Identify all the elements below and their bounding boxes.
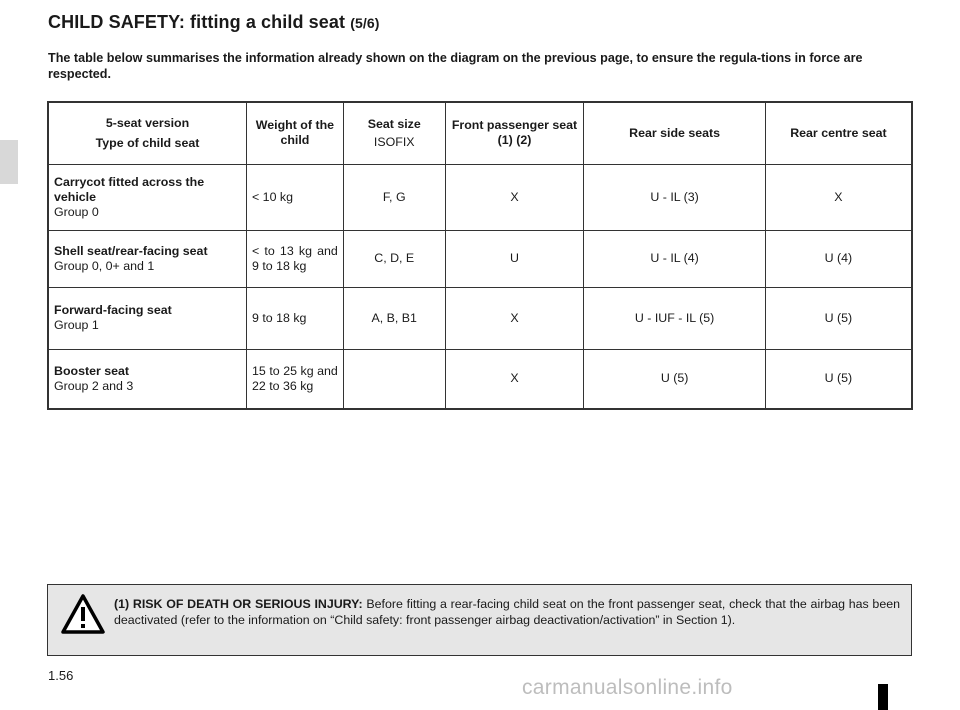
weight-cell: < to 13 kg and 9 to 18 kg <box>247 230 344 287</box>
watermark: carmanualsonline.info <box>522 676 733 699</box>
front-passenger-cell: X <box>445 164 584 230</box>
table-row <box>48 349 912 409</box>
seat-size-cell: F, G <box>343 164 445 230</box>
warning-text <box>114 596 900 628</box>
table-row <box>48 287 912 349</box>
seat-type-group: Group 0, 0+ and 1 <box>54 258 155 273</box>
seat-type-cell <box>48 349 247 409</box>
corner-mark <box>878 684 888 710</box>
table-row <box>48 230 912 287</box>
seat-type-group: Group 2 and 3 <box>54 378 134 393</box>
header-front-passenger: Front passenger seat (1) (2) <box>445 102 584 164</box>
rear-centre-cell: U (5) <box>765 349 912 409</box>
seat-type-name: Carrycot fitted across the vehicle <box>54 174 205 204</box>
header-version-label: 5-seat version <box>105 115 190 130</box>
rear-side-cell: U - IL (3) <box>584 164 765 230</box>
title-part: (5/6) <box>350 15 380 31</box>
rear-side-cell: U (5) <box>584 349 765 409</box>
header-weight: Weight of the child <box>247 102 344 164</box>
weight-cell: < 10 kg <box>247 164 344 230</box>
seat-size-cell <box>343 349 445 409</box>
front-passenger-cell: X <box>445 287 584 349</box>
front-passenger-cell: U <box>445 230 584 287</box>
page-title <box>48 12 379 33</box>
rear-centre-cell: U (4) <box>765 230 912 287</box>
seat-size-cell: C, D, E <box>343 230 445 287</box>
title-text: CHILD SAFETY: fitting a child seat <box>48 12 346 32</box>
header-seat-size-label: Seat size <box>367 116 421 131</box>
intro-paragraph: The table below summarises the information already shown on the diagram on the previous page, to ensure the regula-tions in force are respected. <box>48 51 863 81</box>
seat-type-cell <box>48 164 247 230</box>
seat-type-name: Shell seat/rear-facing seat <box>54 243 208 258</box>
child-seat-table <box>47 101 913 410</box>
warning-triangle-icon <box>60 593 106 635</box>
rear-centre-cell: X <box>765 164 912 230</box>
header-isofix-label: ISOFIX <box>373 134 415 149</box>
seat-type-name: Forward-facing seat <box>54 303 172 317</box>
weight-cell: 9 to 18 kg <box>247 287 344 349</box>
seat-type-group: Group 0 <box>54 204 99 219</box>
seat-type-name: Booster seat <box>54 363 130 378</box>
header-type-label: Type of child seat <box>95 135 200 150</box>
front-passenger-cell: X <box>445 349 584 409</box>
seat-type-group: Group 1 <box>54 318 99 332</box>
seat-size-cell: A, B, B1 <box>343 287 445 349</box>
rear-side-cell: U - IL (4) <box>584 230 765 287</box>
header-rear-side: Rear side seats <box>584 102 765 164</box>
rear-side-cell: U - IUF - IL (5) <box>584 287 765 349</box>
table-row <box>48 164 912 230</box>
warning-body-text: Before fitting a rear-facing child seat on the front passenger seat, check that the airbag has been deactivated (refer to the information on “Child safety: front passenger airbag deactivation/activation” in Section 1). <box>114 597 900 627</box>
seat-type-cell <box>48 230 247 287</box>
warning-bold-text: (1) RISK OF DEATH OR SERIOUS INJURY: <box>114 597 363 611</box>
warning-box <box>47 584 912 656</box>
weight-cell: 15 to 25 kg and 22 to 36 kg <box>247 349 344 409</box>
table-header-row <box>48 102 912 164</box>
section-tab <box>0 140 18 184</box>
seat-type-cell <box>48 287 247 349</box>
header-type <box>48 102 247 164</box>
rear-centre-cell: U (5) <box>765 287 912 349</box>
header-seat-size <box>343 102 445 164</box>
header-rear-centre: Rear centre seat <box>765 102 912 164</box>
page-number: 1.56 <box>48 668 74 683</box>
